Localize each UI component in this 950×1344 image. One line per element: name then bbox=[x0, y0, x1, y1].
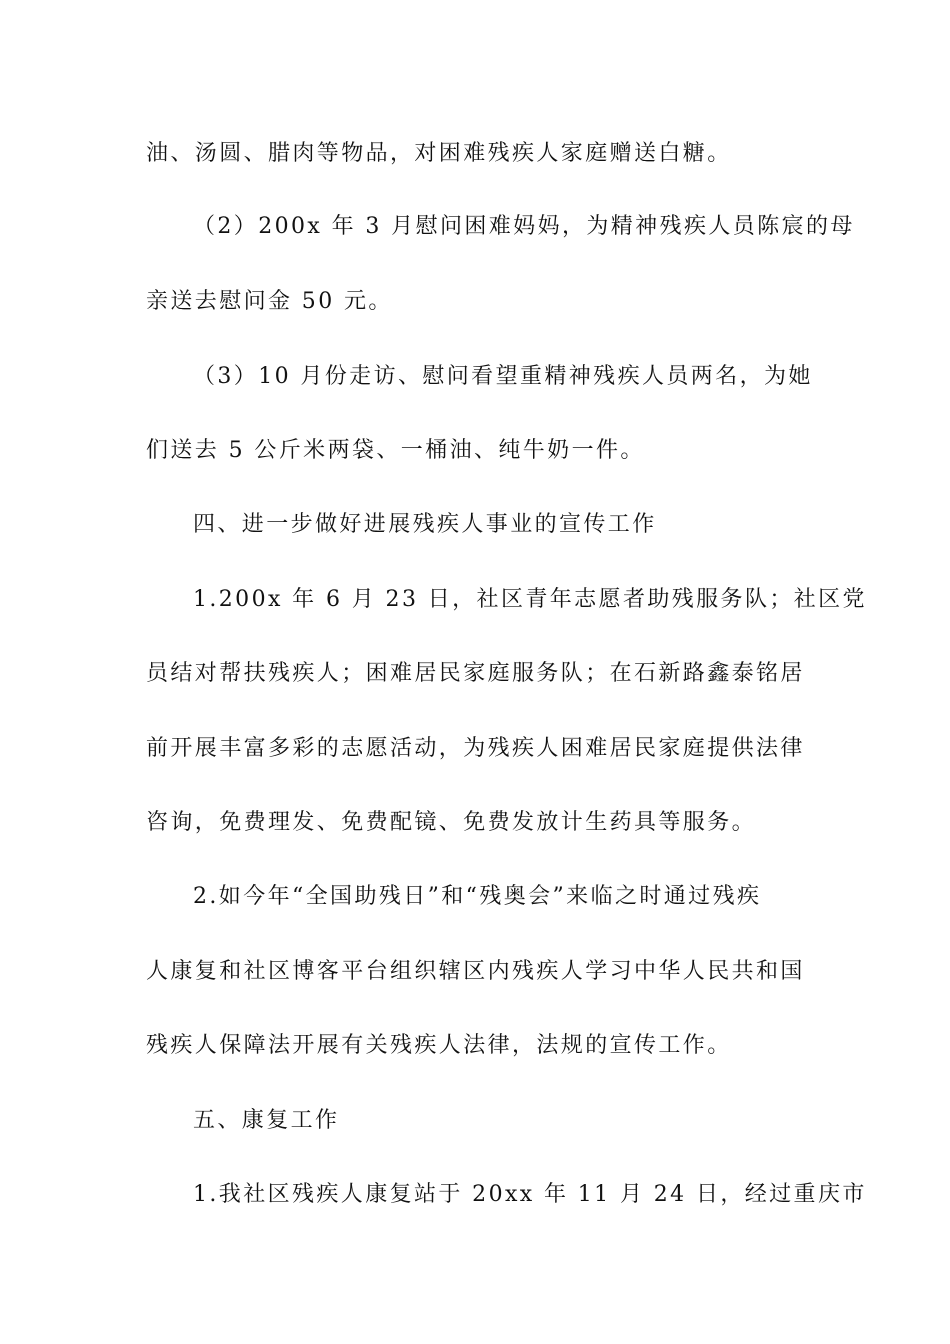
text-line-11: 2.如今年“全国助残日”和“残奥会”来临之时通过残疾 bbox=[193, 884, 762, 909]
section-heading-5: 五、康复工作 bbox=[193, 1108, 340, 1133]
text-line-7: 1.200x 年 6 月 23 日，社区青年志愿者助残服务队；社区党 bbox=[193, 587, 867, 612]
text-line-15: 1.我社区残疾人康复站于 20xx 年 11 月 24 日，经过重庆市 bbox=[193, 1182, 867, 1207]
text-line-1: 油、汤圆、腊肉等物品，对困难残疾人家庭赠送白糖。 bbox=[146, 141, 732, 166]
text-line-9: 前开展丰富多彩的志愿活动，为残疾人困难居民家庭提供法律 bbox=[146, 736, 805, 761]
text-line-8: 员结对帮扶残疾人；困难居民家庭服务队；在石新路鑫泰铭居 bbox=[146, 661, 805, 686]
text-line-13: 残疾人保障法开展有关残疾人法律，法规的宣传工作。 bbox=[146, 1033, 732, 1058]
text-line-10: 咨询，免费理发、免费配镜、免费发放计生药具等服务。 bbox=[146, 810, 757, 835]
text-line-12: 人康复和社区博客平台组织辖区内残疾人学习中华人民共和国 bbox=[146, 959, 805, 984]
text-line-2: （2）200x 年 3 月慰问困难妈妈，为精神残疾人员陈宸的母 bbox=[193, 214, 855, 239]
text-line-4: （3）10 月份走访、慰问看望重精神残疾人员两名，为她 bbox=[193, 364, 813, 389]
text-line-3: 亲送去慰问金 50 元。 bbox=[146, 289, 393, 314]
section-heading-4: 四、进一步做好进展残疾人事业的宣传工作 bbox=[193, 512, 657, 537]
text-line-5: 们送去 5 公斤米两袋、一桶油、纯牛奶一件。 bbox=[146, 438, 645, 463]
